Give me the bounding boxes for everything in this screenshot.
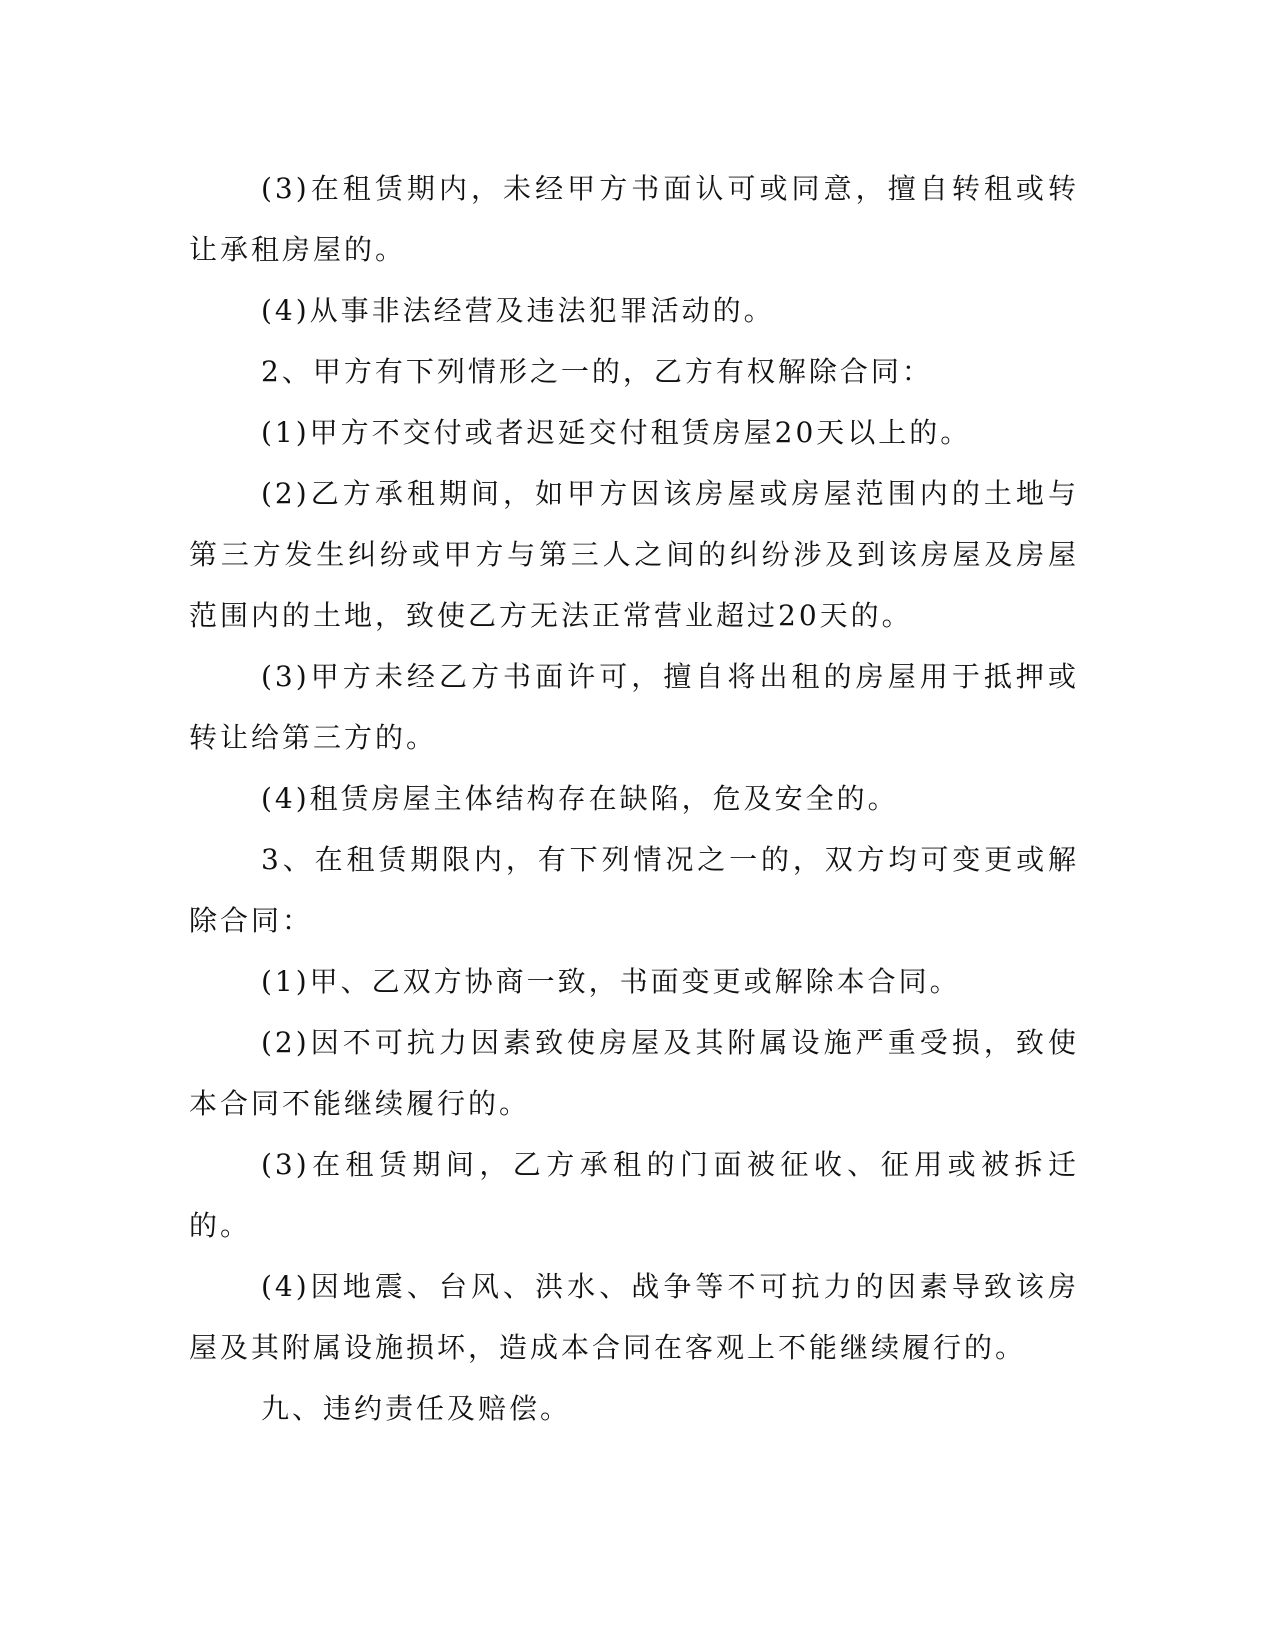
paragraph-section-3-heading: 3、在租赁期限内，有下列情况之一的，双方均可变更或解除合同： [189,843,1079,937]
paragraph-clause-3-expropriation: (3)在租赁期间，乙方承租的门面被征收、征用或被拆迁的。 [189,1148,1079,1242]
paragraph-clause-2-force-majeure: (2)因不可抗力因素致使房屋及其附属设施严重受损，致使本合同不能继续履行的。 [189,1026,1079,1120]
paragraph-clause-3-mortgage: (3)甲方未经乙方书面许可，擅自将出租的房屋用于抵押或转让给第三方的。 [189,660,1079,754]
document-body [189,158,1079,1439]
paragraph-clause-1-agreement: (1)甲、乙双方协商一致，书面变更或解除本合同。 [261,965,961,998]
paragraph-clause-2-dispute: (2)乙方承租期间，如甲方因该房屋或房屋范围内的土地与第三方发生纠纷或甲方与第三人之间的纠纷涉及到该房屋及房屋范围内的土地，致使乙方无法正常营业超过20天的。 [189,477,1079,632]
paragraph-clause-4-illegal: (4)从事非法经营及违法犯罪活动的。 [261,294,775,327]
paragraph-clause-1-delivery: (1)甲方不交付或者迟延交付租赁房屋20天以上的。 [261,416,972,449]
paragraph-clause-4-disaster: (4)因地震、台风、洪水、战争等不可抗力的因素导致该房屋及其附属设施损坏，造成本合同在客观上不能继续履行的。 [189,1270,1079,1364]
paragraph-clause-4-defect: (4)租赁房屋主体结构存在缺陷，危及安全的。 [261,782,899,815]
paragraph-clause-3-sublet: (3)在租赁期内，未经甲方书面认可或同意，擅自转租或转让承租房屋的。 [189,172,1079,266]
paragraph-section-2-heading: 2、甲方有下列情形之一的，乙方有权解除合同： [261,355,933,388]
paragraph-section-9-heading: 九、违约责任及赔偿。 [261,1392,572,1425]
